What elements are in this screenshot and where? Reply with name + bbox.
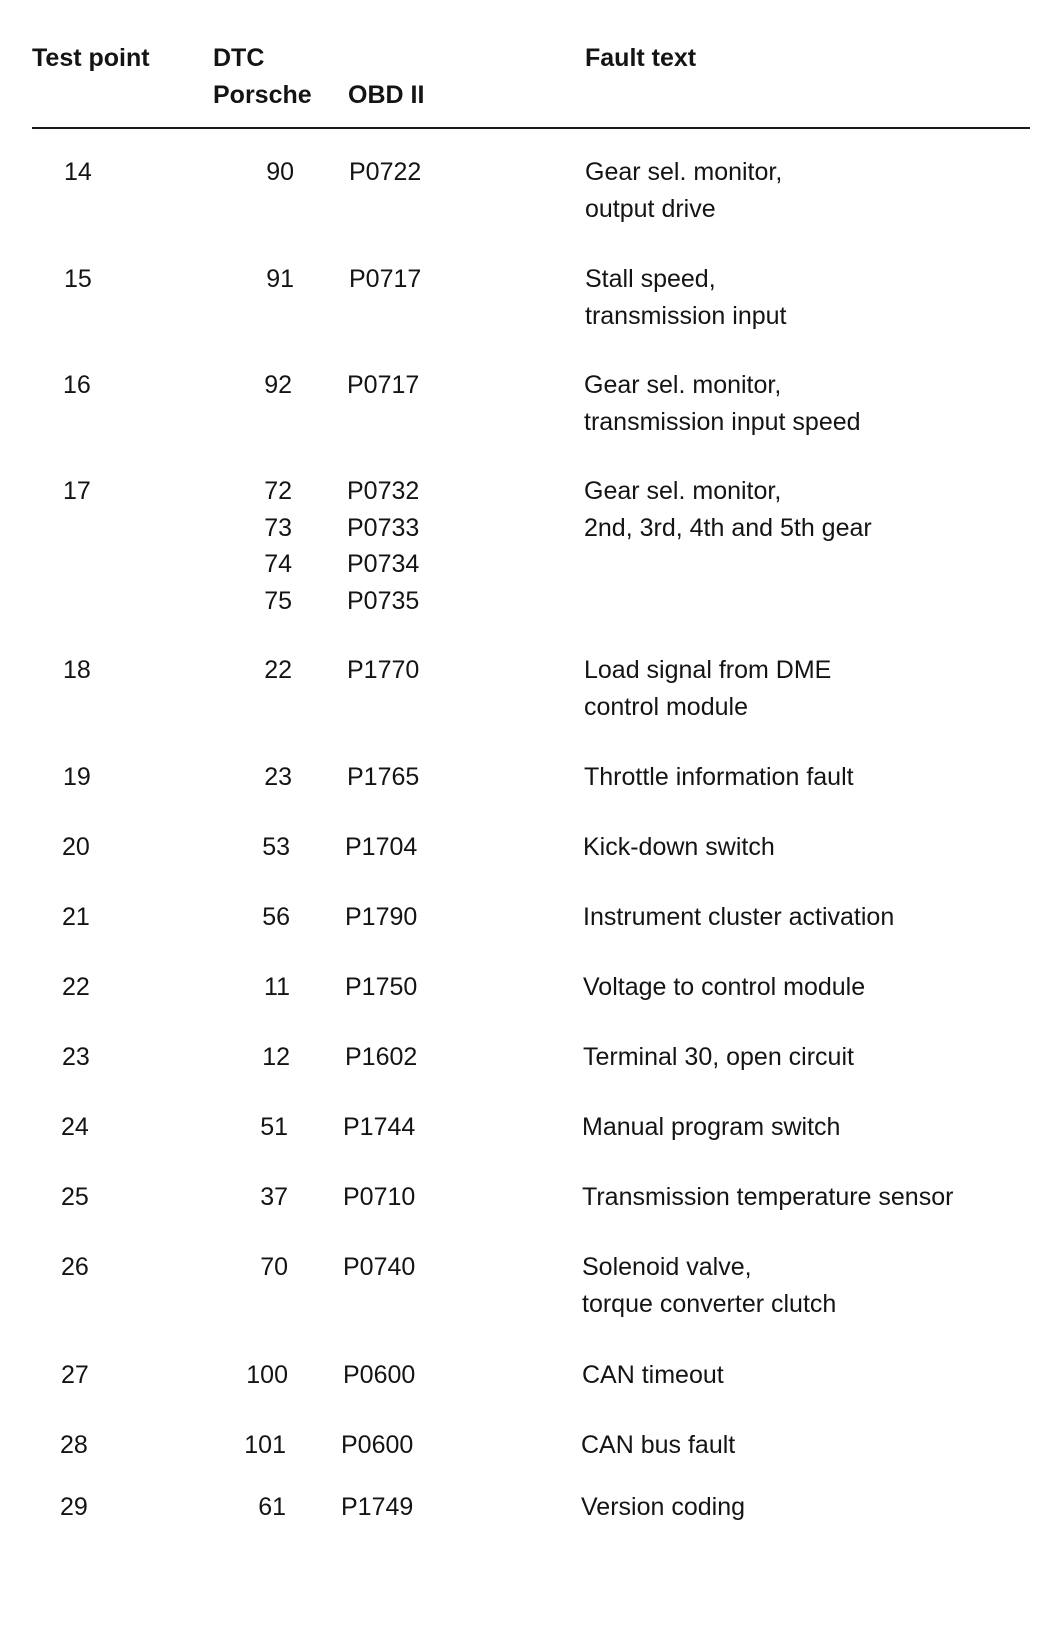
obd-dtc-value: P0732 — [347, 477, 420, 505]
fault-text-cell — [581, 1426, 735, 1463]
obd-dtc-value: P0733 — [347, 513, 420, 542]
porsche-dtc-value: 61 — [258, 1493, 286, 1521]
obd-dtc-value: P0734 — [347, 550, 420, 578]
porsche-dtc-cell — [222, 472, 292, 618]
test-point-cell: 25 — [61, 1183, 89, 1211]
test-point-cell: 24 — [61, 1113, 89, 1141]
obd-dtc-value: P0740 — [343, 1253, 416, 1281]
fault-text-line: output drive — [585, 194, 716, 223]
porsche-dtc-cell — [222, 651, 292, 688]
fault-text-cell — [584, 366, 861, 439]
porsche-dtc-value: 92 — [264, 371, 292, 399]
obd-dtc-value: P1749 — [341, 1493, 414, 1521]
fault-text-cell — [584, 651, 831, 724]
fault-text-cell — [583, 898, 894, 935]
fault-text-line: Throttle information fault — [584, 763, 854, 791]
fault-text-line: Transmission temperature sensor — [582, 1183, 954, 1211]
fault-text-cell — [582, 1108, 840, 1145]
obd-dtc-cell — [343, 1178, 415, 1215]
obd-dtc-cell — [343, 1248, 415, 1285]
test-point-cell: 27 — [61, 1361, 89, 1389]
obd-dtc-value: P0722 — [349, 158, 422, 186]
porsche-dtc-value: 53 — [262, 833, 290, 861]
fault-text-line: transmission input — [585, 301, 787, 330]
obd-dtc-cell — [341, 1488, 413, 1525]
header-dtc: DTC — [213, 44, 265, 72]
test-point-cell: 14 — [64, 158, 92, 186]
porsche-dtc-value: 100 — [246, 1361, 288, 1389]
header-obd: OBD II — [348, 81, 425, 109]
test-point-cell: 16 — [63, 371, 91, 399]
fault-text-cell — [583, 1038, 854, 1075]
obd-dtc-value: P0717 — [349, 265, 422, 293]
fault-text-line: CAN bus fault — [581, 1431, 736, 1459]
porsche-dtc-value: 70 — [260, 1253, 288, 1281]
obd-dtc-value: P1765 — [347, 763, 420, 791]
porsche-dtc-value: 12 — [262, 1043, 290, 1071]
obd-dtc-cell — [349, 260, 421, 297]
fault-text-line: Gear sel. monitor, — [585, 158, 783, 186]
header-test-point: Test point — [32, 44, 150, 72]
obd-dtc-value: P0735 — [347, 586, 420, 615]
porsche-dtc-cell — [220, 828, 290, 865]
fault-text-line: torque converter clutch — [582, 1289, 837, 1318]
obd-dtc-value: P1744 — [343, 1113, 416, 1141]
fault-text-cell — [585, 153, 782, 226]
fault-text-line: Kick-down switch — [583, 833, 775, 861]
test-point-cell: 20 — [62, 833, 90, 861]
test-point-cell: 23 — [62, 1043, 90, 1071]
porsche-dtc-value: 22 — [264, 656, 292, 684]
porsche-dtc-value: 73 — [264, 513, 292, 542]
fault-text-line: Instrument cluster activation — [583, 903, 895, 931]
obd-dtc-value: P0717 — [347, 371, 420, 399]
fault-text-line: Terminal 30, open circuit — [583, 1043, 854, 1071]
fault-text-line: Version coding — [581, 1493, 746, 1521]
fault-text-line: Load signal from DME — [584, 656, 832, 684]
obd-dtc-value: P1790 — [345, 903, 418, 931]
porsche-dtc-cell — [218, 1356, 288, 1393]
porsche-dtc-cell — [222, 366, 292, 403]
porsche-dtc-cell — [216, 1488, 286, 1525]
porsche-dtc-cell — [218, 1108, 288, 1145]
test-point-cell: 19 — [63, 763, 91, 791]
obd-dtc-cell — [343, 1356, 415, 1393]
fault-text-line: transmission input speed — [584, 407, 861, 436]
obd-dtc-cell — [347, 758, 419, 795]
porsche-dtc-value: 90 — [266, 158, 294, 186]
header-porsche: Porsche — [213, 81, 312, 109]
porsche-dtc-cell — [218, 1248, 288, 1285]
obd-dtc-value: P1704 — [345, 833, 418, 861]
test-point-cell: 29 — [60, 1493, 88, 1521]
test-point-cell: 22 — [62, 973, 90, 1001]
fault-text-line: control module — [584, 692, 748, 721]
fault-text-cell — [585, 260, 786, 333]
fault-text-line: 2nd, 3rd, 4th and 5th gear — [584, 513, 872, 542]
porsche-dtc-value: 72 — [264, 477, 292, 505]
obd-dtc-cell — [345, 898, 417, 935]
obd-dtc-cell — [341, 1426, 413, 1463]
obd-dtc-cell — [349, 153, 421, 190]
fault-text-cell — [584, 472, 872, 545]
porsche-dtc-cell — [220, 898, 290, 935]
fault-text-cell — [583, 968, 865, 1005]
porsche-dtc-value: 91 — [266, 265, 294, 293]
fault-text-line: Gear sel. monitor, — [584, 477, 782, 505]
porsche-dtc-value: 11 — [264, 973, 290, 1001]
obd-dtc-cell — [345, 1038, 417, 1075]
test-point-cell: 28 — [60, 1431, 88, 1459]
obd-dtc-value: P1602 — [345, 1043, 418, 1071]
obd-dtc-value: P1750 — [345, 973, 418, 1001]
header-fault-text: Fault text — [585, 44, 697, 72]
fault-text-line: Manual program switch — [582, 1113, 841, 1141]
fault-text-cell — [582, 1356, 724, 1393]
porsche-dtc-value: 51 — [260, 1113, 288, 1141]
fault-text-cell — [581, 1488, 745, 1525]
fault-text-cell — [582, 1178, 953, 1215]
obd-dtc-value: P0600 — [343, 1361, 416, 1389]
test-point-cell: 17 — [63, 477, 91, 505]
obd-dtc-cell — [347, 366, 419, 403]
porsche-dtc-cell — [222, 758, 292, 795]
porsche-dtc-value: 56 — [262, 903, 290, 931]
obd-dtc-cell — [347, 651, 419, 688]
fault-text-cell — [582, 1248, 836, 1321]
obd-dtc-value: P0600 — [341, 1431, 414, 1459]
test-point-cell: 21 — [62, 903, 90, 931]
porsche-dtc-value: 23 — [264, 763, 292, 791]
test-point-cell: 18 — [63, 656, 91, 684]
porsche-dtc-cell — [224, 153, 294, 190]
obd-dtc-cell — [343, 1108, 415, 1145]
fault-text-line: Gear sel. monitor, — [584, 371, 782, 399]
porsche-dtc-value: 74 — [264, 550, 292, 578]
fault-text-line: Solenoid valve, — [582, 1253, 752, 1281]
fault-text-cell — [583, 828, 775, 865]
porsche-dtc-value: 37 — [260, 1183, 288, 1211]
fault-text-line: CAN timeout — [582, 1361, 724, 1389]
obd-dtc-value: P0710 — [343, 1183, 416, 1211]
porsche-dtc-cell — [224, 260, 294, 297]
porsche-dtc-value: 75 — [264, 586, 292, 615]
fault-text-line: Stall speed, — [585, 265, 716, 293]
fault-text-line: Voltage to control module — [583, 973, 866, 1001]
porsche-dtc-cell — [218, 1178, 288, 1215]
obd-dtc-value: P1770 — [347, 656, 420, 684]
porsche-dtc-value: 101 — [244, 1431, 286, 1459]
obd-dtc-cell — [345, 828, 417, 865]
obd-dtc-cell — [345, 968, 417, 1005]
obd-dtc-cell — [347, 472, 419, 618]
porsche-dtc-cell — [220, 968, 290, 1005]
test-point-cell: 15 — [64, 265, 92, 293]
porsche-dtc-cell — [220, 1038, 290, 1075]
test-point-cell: 26 — [61, 1253, 89, 1281]
fault-text-cell — [584, 758, 854, 795]
porsche-dtc-cell — [216, 1426, 286, 1463]
